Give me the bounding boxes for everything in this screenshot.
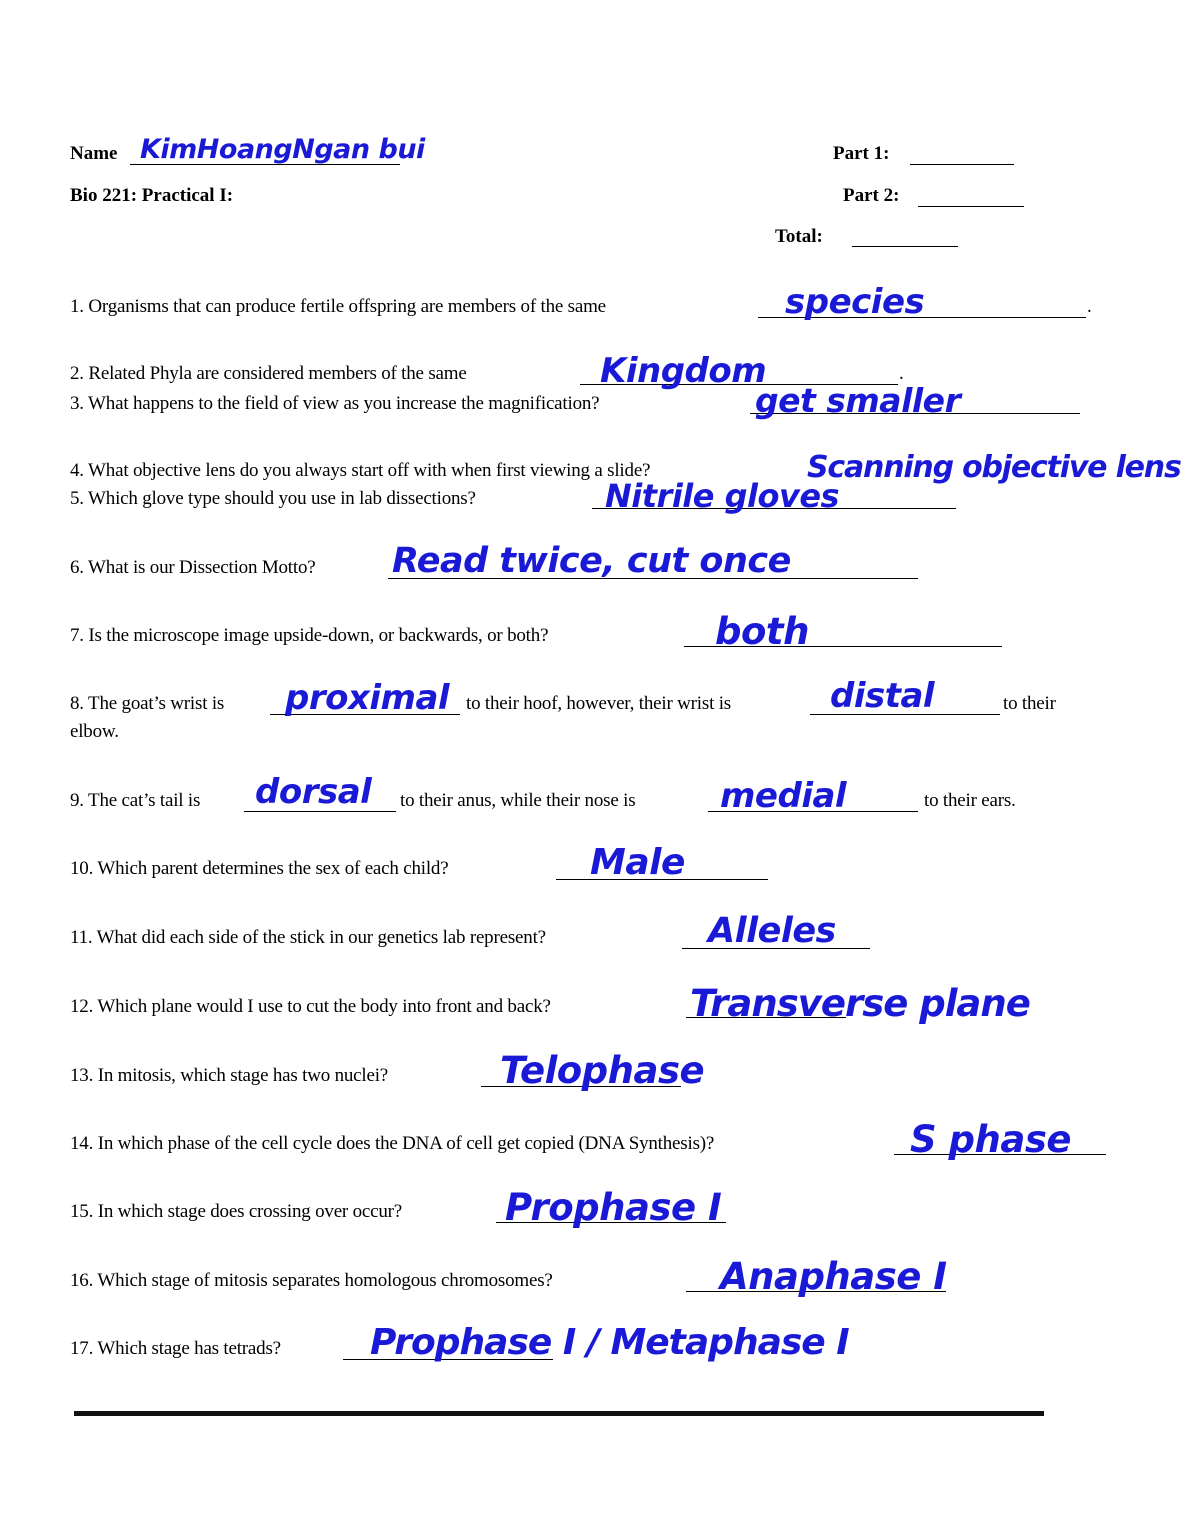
answer-2: Kingdom [600, 351, 767, 391]
question-16: 16. Which stage of mitosis separates homologous chromosomes? [70, 1270, 553, 1291]
name-label: Name [70, 143, 118, 164]
answer-12: Transverse plane [690, 982, 1030, 1025]
question-9-part-b: to their anus, while their nose is [400, 790, 636, 811]
question-5: 5. Which glove type should you use in lab dissections? [70, 488, 476, 509]
question-7: 7. Is the microscope image upside-down, or backwards, or both? [70, 625, 549, 646]
question-10: 10. Which parent determines the sex of each child? [70, 858, 449, 879]
question-17: 17. Which stage has tetrads? [70, 1338, 281, 1359]
question-9-part-a: 9. The cat’s tail is [70, 790, 201, 811]
question-3: 3. What happens to the field of view as you increase the magnification? [70, 393, 600, 414]
part2-label: Part 2: [843, 185, 900, 206]
answer-15: Prophase I [505, 1186, 722, 1229]
question-13: 13. In mitosis, which stage has two nuclei? [70, 1065, 389, 1086]
question-1: 1. Organisms that can produce fertile offspring are members of the same [70, 296, 606, 317]
question-8-part-b: to their hoof, however, their wrist is [466, 693, 731, 714]
answer-10: Male [590, 842, 685, 883]
answer-9b: medial [720, 776, 847, 816]
total-label: Total: [775, 226, 823, 247]
question-4: 4. What objective lens do you always start off with when first viewing a slide? [70, 460, 651, 481]
question-1-period: . [1087, 296, 1092, 317]
answer-3: get smaller [755, 381, 961, 420]
answer-14: S phase [910, 1118, 1071, 1161]
part2-blank[interactable] [918, 206, 1024, 207]
question-9-part-c: to their ears. [924, 790, 1016, 811]
total-blank[interactable] [852, 246, 958, 247]
answer-8b: distal [830, 676, 935, 716]
answer-1: species [785, 282, 925, 322]
answer-13: Telophase [500, 1049, 705, 1092]
answer-9a: dorsal [255, 772, 372, 812]
question-14: 14. In which phase of the cell cycle does the DNA of cell get copied (DNA Synthesis)? [70, 1133, 715, 1154]
bottom-rule [74, 1411, 1044, 1416]
answer-7: both [715, 610, 809, 653]
question-2: 2. Related Phyla are considered members of the same [70, 363, 467, 384]
name-handwriting: KimHoangNgan bui [140, 134, 425, 165]
answer-16: Anaphase I [720, 1255, 947, 1298]
question-8-part-d: elbow. [70, 721, 119, 742]
question-15: 15. In which stage does crossing over occur? [70, 1201, 403, 1222]
question-6: 6. What is our Dissection Motto? [70, 557, 316, 578]
question-11: 11. What did each side of the stick in our genetics lab represent? [70, 927, 546, 948]
question-2-period: . [899, 363, 904, 384]
answer-8a: proximal [285, 678, 450, 718]
answer-6: Read twice, cut once [392, 541, 791, 581]
answer-17: Prophase I / Metaphase I [370, 1322, 849, 1363]
answer-4: Scanning objective lens [807, 450, 1181, 485]
question-8-part-a: 8. The goat’s wrist is [70, 693, 225, 714]
question-8-part-c: to their [1003, 693, 1056, 714]
answer-5: Nitrile gloves [605, 477, 840, 515]
question-12: 12. Which plane would I use to cut the body into front and back? [70, 996, 551, 1017]
part1-blank[interactable] [910, 164, 1014, 165]
course-title: Bio 221: Practical I: [70, 185, 234, 206]
answer-11: Alleles [708, 911, 836, 951]
part1-label: Part 1: [833, 143, 890, 164]
